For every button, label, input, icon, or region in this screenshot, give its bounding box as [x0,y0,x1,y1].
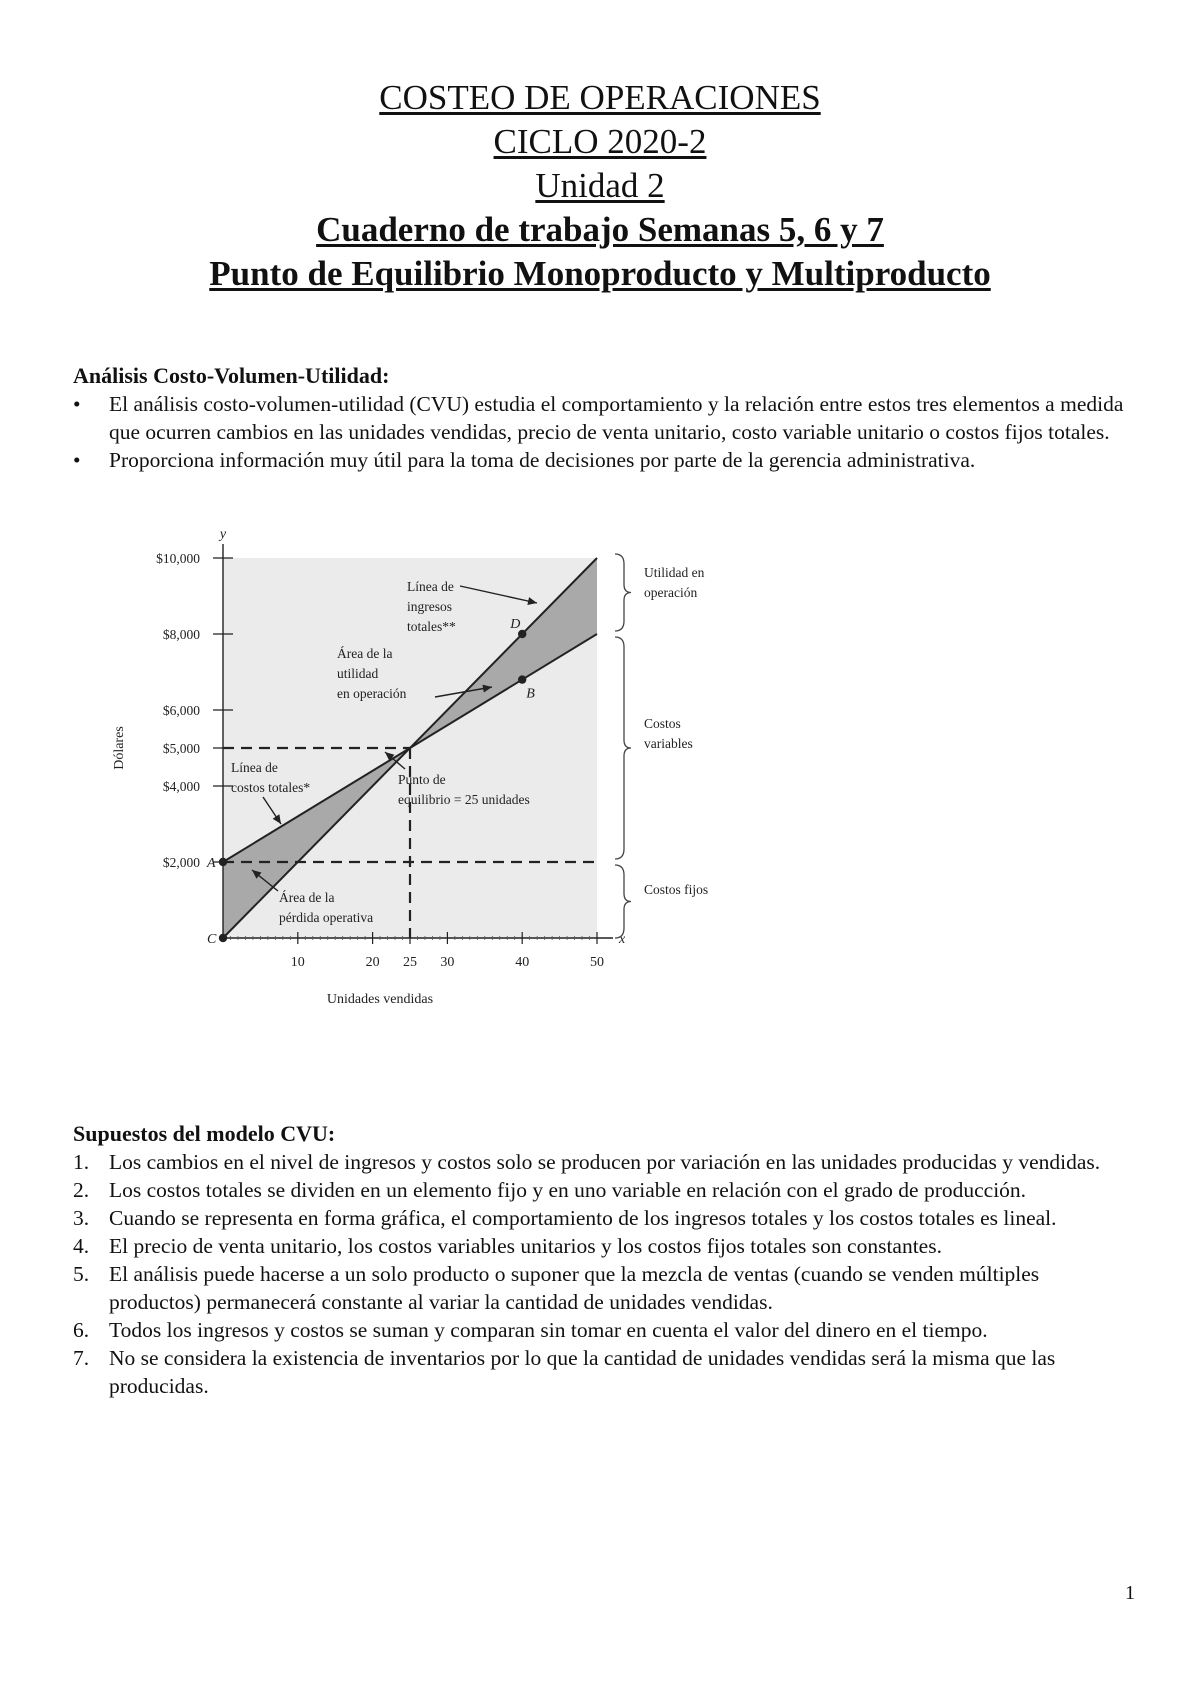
cvu-heading: Análisis Costo-Volumen-Utilidad: [73,363,390,388]
title-course: COSTEO DE OPERACIONES [379,78,821,117]
operating-profit-label: Utilidad en [644,565,705,580]
cvu-chart [100,530,740,1020]
y-axis-title: Dólares [112,726,127,770]
x-tick-label: 10 [290,955,305,970]
profit-area-annotation: utilidad [337,666,379,681]
assumptions-heading: Supuestos del modelo CVU: [73,1121,336,1146]
breakeven-annotation: Punto de [398,772,446,787]
point-label-d: D [510,617,521,632]
assumptions-list [73,1148,1133,1400]
assumptions-section [73,1120,1133,1400]
point-b [518,675,526,683]
profit-area-annotation: en operación [337,686,407,701]
operating-profit-label: operación [644,585,698,600]
loss-area-annotation: Área de la [279,890,335,905]
y-tick-label: $10,000 [156,551,200,566]
point-c [219,934,227,942]
variable-costs-label: Costos [644,716,681,731]
x-tick-label: 40 [515,955,530,970]
point-label-b: B [526,686,535,702]
y-tick-label: $5,000 [162,741,200,756]
assumption-item: 7. No se considera la existencia de inventarios por lo que la cantidad de unidades vendidas será la misma que las producidas. [73,1346,1056,1398]
x-axis-letter: x [619,932,626,947]
point-label-a: A [207,856,216,871]
assumption-item: 5. El análisis puede hacerse a un solo producto o suponer que la mezcla de ventas (cuando se venden múltiples productos) permanecerá constante al variar la cantidad de unidades vendidas. [73,1262,1040,1314]
fixed-costs-label: Costos fijos [644,882,709,897]
fixed-costs-bracket [615,865,631,938]
cost-line-annotation: costos totales* [231,780,311,795]
assumption-item: 4. El precio de venta unitario, los costos variables unitarios y los costos fijos totales son constantes. [73,1234,942,1258]
page-number: 1 [1125,1582,1135,1604]
assumption-item: 1. Los cambios en el nivel de ingresos y costos solo se producen por variación en las unidades producidas y vendidas. [73,1150,1101,1174]
cost-line-annotation: Línea de [231,760,278,775]
title-unit: Unidad 2 [535,166,665,205]
y-tick-label: $6,000 [162,703,200,718]
cvu-bullet: • Proporciona información muy útil para la toma de decisiones por parte de la gerencia administrativa. [73,446,1133,474]
y-tick-label: $8,000 [162,627,200,642]
y-axis-letter: y [219,530,227,542]
point-a [219,858,227,866]
title-cycle: CICLO 2020-2 [493,122,707,161]
cvu-chart-svg [100,530,740,1020]
revenue-line-annotation: Línea de [407,579,454,594]
x-tick-label: 25 [403,955,417,970]
x-tick-label: 50 [590,955,604,970]
y-tick-label: $2,000 [162,855,200,870]
variable-costs-bracket [615,637,631,859]
variable-costs-label: variables [644,736,693,751]
revenue-line-annotation: ingresos [407,599,452,614]
profit-area-annotation: Área de la [337,646,393,661]
cvu-section [73,362,1133,474]
revenue-line-annotation: totales** [407,619,456,634]
cvu-bullet-list [73,390,1133,474]
x-axis-title: Unidades vendidas [326,992,434,1007]
breakeven-annotation: equilibrio = 25 unidades [398,792,530,807]
assumption-item: 2. Los costos totales se dividen en un elemento fijo y en uno variable en relación con el grado de producción. [73,1178,1027,1202]
y-tick-label: $4,000 [162,779,200,794]
title-workbook: Cuaderno de trabajo Semanas 5, 6 y 7 [316,210,884,249]
cvu-bullet: • El análisis costo-volumen-utilidad (CVU) estudia el comportamiento y la relación entre estos tres elementos a medida que ocurren cambios en las unidades vendidas, precio de venta unitario, costo variable unitario o costos fijos totales. [73,390,1133,446]
title-topic: Punto de Equilibrio Monoproducto y Multiproducto [209,254,991,293]
title-block [0,76,1200,296]
x-tick-label: 20 [365,955,380,970]
operating-profit-bracket [615,554,631,631]
x-tick-label: 30 [440,955,455,970]
assumption-item: 3. Cuando se representa en forma gráfica, el comportamiento de los ingresos totales y los costos totales es lineal. [73,1206,1057,1230]
loss-area-annotation: pérdida operativa [279,910,374,925]
assumption-item: 6. Todos los ingresos y costos se suman y comparan sin tomar en cuenta el valor del dinero en el tiempo. [73,1318,988,1342]
point-label-c: C [207,932,217,947]
